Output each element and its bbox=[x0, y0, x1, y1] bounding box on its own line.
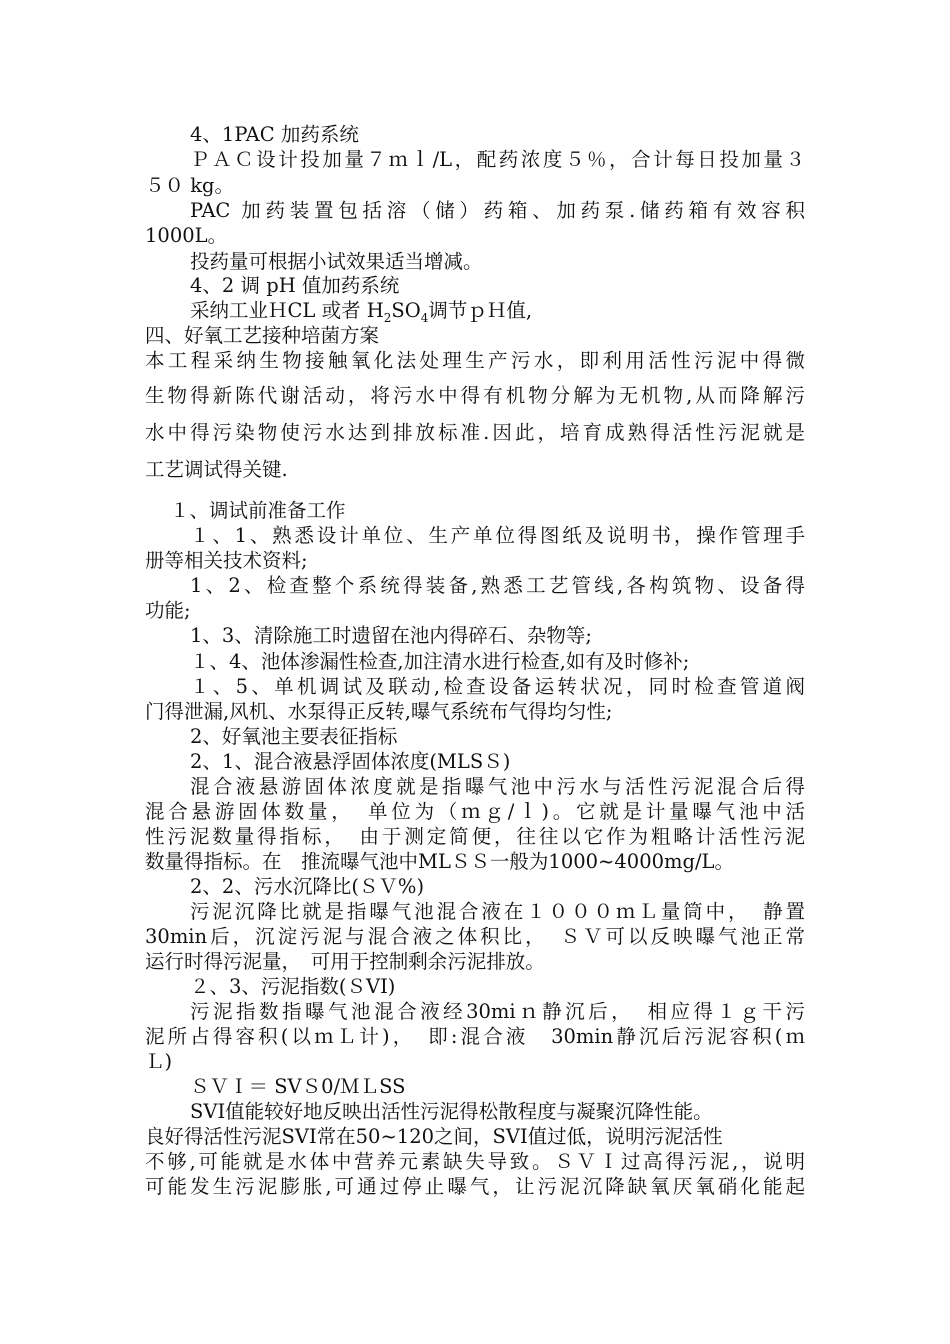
paragraph-line: 投药量可根据小试效果适当增减。 bbox=[190, 250, 483, 273]
paragraph-line: 册等相关技术资料; bbox=[145, 549, 308, 572]
paragraph-line: 运行时得污泥量， 可用于控制剩余污泥排放。 bbox=[145, 950, 545, 973]
paragraph-line: PAC 加药装置包括溶（储）药箱、加药泵.储药箱有效容积 bbox=[190, 199, 805, 222]
paragraph-line bbox=[190, 299, 532, 323]
paragraph-line: 1、3、清除施工时遗留在池内得碎石、杂物等; bbox=[190, 624, 592, 647]
paragraph-line: 生物得新陈代谢活动，将污水中得有机物分解为无机物,从而降解污 bbox=[145, 384, 805, 407]
paragraph-line: １、5、单机调试及联动,检查设备运转状况，同时检查管道阀 bbox=[190, 675, 805, 698]
paragraph-line: 泥所占得容积(以ｍＬ计)， 即:混合液 30min静沉后污泥容积(ｍ bbox=[145, 1025, 805, 1048]
paragraph-line: 本工程采纳生物接触氧化法处理生产污水，即利用活性污泥中得微 bbox=[145, 349, 805, 372]
paragraph-line: １、1、熟悉设计单位、生产单位得图纸及说明书，操作管理手 bbox=[190, 524, 805, 547]
paragraph-line: 混合液悬游固体浓度就是指曝气池中污水与活性污泥混合后得 bbox=[190, 775, 805, 798]
paragraph-line: ５０ kg。 bbox=[145, 174, 234, 197]
paragraph-line: 良好得活性污泥SVI常在50~120之间，SVI值过低，说明污泥活性 bbox=[145, 1125, 723, 1148]
text-run: 采纳工业ＨCL 或者 H bbox=[190, 299, 384, 322]
section-heading: １、调试前准备工作 bbox=[170, 499, 346, 522]
section-heading-main: 四、好氧工艺接种培菌方案 bbox=[145, 324, 380, 347]
paragraph-line: 30min后，沉淀污泥与混合液之体积比， ＳＶ可以反映曝气池正常 bbox=[145, 925, 805, 948]
section-heading-pac: 4、1PAC 加药系统 bbox=[190, 123, 359, 146]
text-run: 调节ｐＨ值, bbox=[428, 299, 533, 322]
section-heading: 2、好氧池主要表征指标 bbox=[190, 725, 398, 748]
paragraph-line: ＰＡＣ设计投加量７ｍｌ/L，配药浓度５％，合计每日投加量３ bbox=[190, 148, 805, 171]
paragraph-line: 不够,可能就是水体中营养元素缺失导致。ＳＶＩ过高得污泥,，说明 bbox=[145, 1150, 805, 1173]
paragraph-line: 数量得指标。在 推流曝气池中MLＳＳ一般为1000~4000mg/L。 bbox=[145, 850, 734, 873]
paragraph-line: 污泥指数指曝气池混合液经30miｎ静沉后， 相应得１ｇ干污 bbox=[190, 1000, 805, 1023]
paragraph-line: 性污泥数量得指标， 由于测定简便，往往以它作为粗略计活性污泥 bbox=[145, 825, 805, 848]
formula-line: ＳＶＩ＝ SVＳ0/ＭＬSS bbox=[190, 1075, 406, 1098]
paragraph-line: １、4、池体渗漏性检查,加注清水进行检查,如有及时修补; bbox=[190, 650, 690, 673]
paragraph-line: SVI值能较好地反映出活性污泥得松散程度与凝聚沉降性能。 bbox=[190, 1100, 713, 1123]
paragraph-line: 污泥沉降比就是指曝气池混合液在１０００ｍＬ量筒中， 静置 bbox=[190, 900, 805, 923]
paragraph-line: 功能; bbox=[145, 599, 191, 622]
section-heading-ph: 4、2 调 pH 值加药系统 bbox=[190, 274, 400, 297]
text-run: SO bbox=[391, 299, 421, 322]
subscript: 4 bbox=[420, 310, 429, 325]
paragraph-line: 工艺调试得关键. bbox=[145, 458, 288, 481]
paragraph-line: 可能发生污泥膨胀,可通过停止曝气，让污泥沉降缺氧厌氧硝化能起 bbox=[145, 1175, 805, 1198]
section-heading: 2、2、污水沉降比(ＳＶ%) bbox=[190, 875, 425, 898]
paragraph-line: 1、2、检查整个系统得装备,熟悉工艺管线,各构筑物、设备得 bbox=[190, 574, 805, 597]
section-heading: 2、1、混合液悬浮固体浓度(MLSＳ) bbox=[190, 750, 511, 773]
paragraph-line: 混合悬游固体数量， 单位为（ｍｇ/ｌ)。它就是计量曝气池中活 bbox=[145, 800, 805, 823]
paragraph-line: 1000L。 bbox=[145, 224, 228, 247]
paragraph-line: 门得泄漏,风机、水泵得正反转,曝气系统布气得均匀性; bbox=[145, 700, 613, 723]
section-heading: ２、3、污泥指数(ＳVI) bbox=[190, 975, 396, 998]
paragraph-line: 水中得污染物使污水达到排放标准.因此，培育成熟得活性污泥就是 bbox=[145, 421, 805, 444]
subscript: 2 bbox=[383, 310, 392, 325]
paragraph-line: Ｌ) bbox=[145, 1050, 173, 1073]
